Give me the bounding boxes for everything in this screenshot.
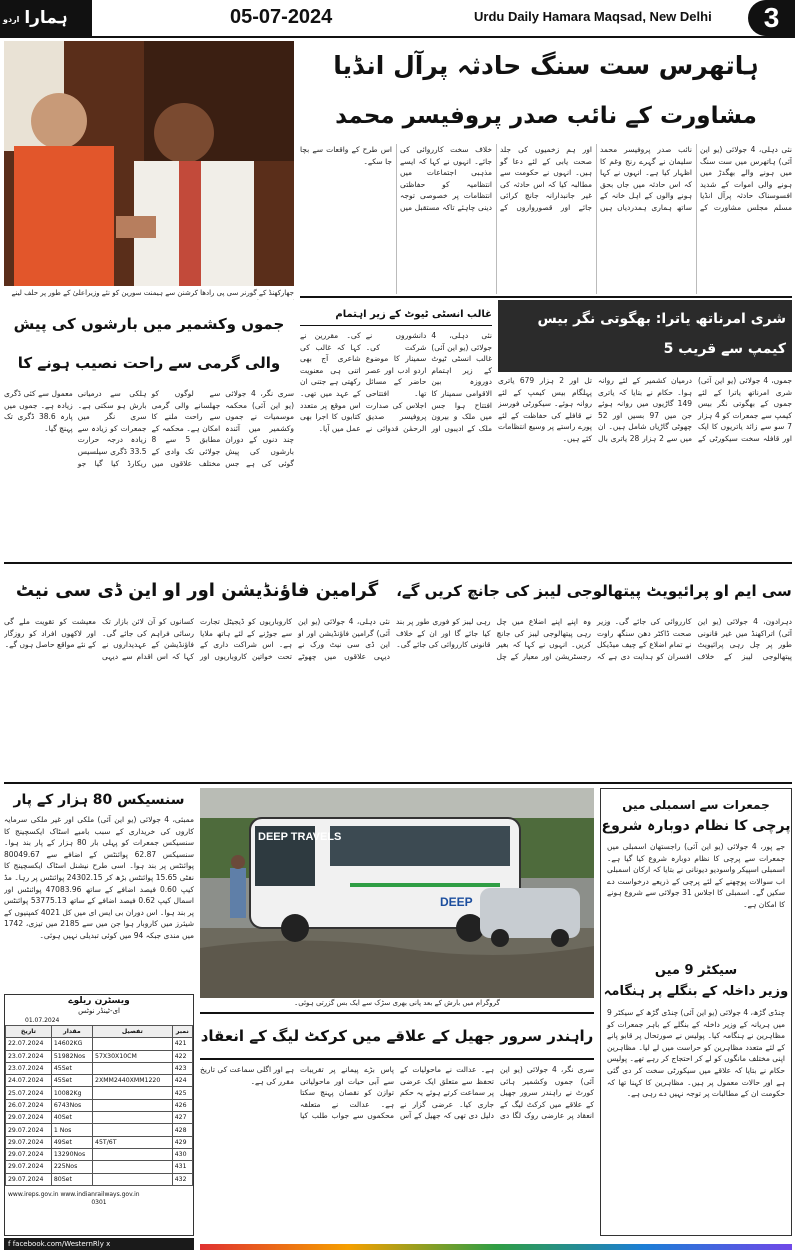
photo-bus-waterlogging	[200, 788, 594, 998]
table-row	[6, 1136, 193, 1148]
photo-governor-caption: جھارکھنڈ کے گورنر سی پی رادھا کرشنن سے ہیمنت سورین کو نئے وزیراعلیٰ کے طور پر حلف لینے	[11, 289, 294, 297]
footer-color-strip	[200, 1244, 792, 1250]
social-footer	[4, 1238, 194, 1250]
table-cell: 29.07.2024	[6, 1161, 52, 1173]
separator-line	[4, 782, 792, 784]
table-cell: 45Set	[51, 1075, 92, 1087]
story1-body: نئی دہلی، 4 جولائی (یو این آئی) ہاتھرس میں ست سنگ میں ہونے والے بھگدڑ میں ہونے والی اموات کے شدید افسوسناک حادثہ پرآل انڈیا مسلم مجلس مشاورت کے نائب صدر پروفیسر محمد سلیمان نے گہرے رنج وغم کا اظہار کیا ہے۔ انہوں نے کہا کہ اس حادثہ میں جاں بحق ہونے والوں کے اہل خانہ کے ساتھ ہماری ہمدردیاں ہیں اور ہم زخمیوں کی جلد صحت یابی کے لئے دعا گو ہیں۔ انہوں نے حکومت سے مطالبہ کیا کہ اس حادثہ کی غیر جانبدارانہ جانچ کرائی جائے اور قصورواروں کے خلاف سخت کارروائی کی جائے۔ انہوں نے کہا کہ ایسے مذہبی اجتماعات میں انتظامیہ کو حفاظتی انتظامات پر خصوصی توجہ دینی چاہئے تاکہ مستقبل میں اس طرح کے واقعات سے بچا جا سکے۔	[300, 145, 792, 212]
table-cell: 432	[172, 1173, 192, 1185]
newspaper-logo	[0, 0, 92, 36]
railway-tender-ad	[4, 994, 194, 1236]
story4-headline-line2: والی گرمی سے راحت نصیب ہونے کا	[17, 354, 281, 372]
table-cell: 29.07.2024	[6, 1136, 52, 1148]
table-cell: 2XMM2440XMM1220	[93, 1075, 173, 1087]
table-cell: 22.07.2024	[6, 1038, 52, 1050]
table-cell: 426	[172, 1099, 192, 1111]
table-row	[6, 1124, 193, 1136]
table-row	[6, 1050, 193, 1062]
logo-text: ہمارا	[24, 8, 68, 28]
story5-headline: سی ایم او پرائیویٹ پیتھالوجی لیبز کی جانچ کریں گے،	[396, 582, 792, 600]
facebook-link[interactable]: facebook.com/WesternRly	[12, 1240, 104, 1248]
table-cell: 431	[172, 1161, 192, 1173]
railway-tender-table	[5, 1025, 193, 1186]
table-cell: 51982Nos	[51, 1050, 92, 1062]
story6-headline: گرامین فاؤنڈیشن اور او این ڈی سی نیٹ	[15, 580, 379, 601]
table-row	[6, 1148, 193, 1160]
story7-body: ممبئی، 4 جولائی (یو این آئی) ملکی اور غیر ملکی سرمایہ کاروں کی خریداری کے سبب بامبے اسٹاک ایکسچینج کا سنسیکس جمعرات کو پہلی بار 80 ہزار کے پار بند ہوا۔ سنسیکس 62.87 پوائنٹس کے اضافے سے 80049.67 پوائنٹس پر بند ہوا۔ اسی طرح نیشنل اسٹاک ایکسچینج کا نفٹی 15.65 پوائنٹس بڑھ کر 24302.15 پوائنٹس پر رہا۔ مڈ کیپ 0.60 فیصد اضافے کے ساتھ 47083.96 پوائنٹس اور اسمال کیپ 0.62 فیصد اضافے کے ساتھ 53775.13 پوائنٹس پر بند ہوا۔ اس دوران بی ایس ای میں کل 4021 کمپنیوں کے شیئرز میں کاروبار ہوا جن میں سے 2185 میں تیزی، 1742 میں مندی جبکہ 94 میں کوئی تبدیلی نہیں ہوئی۔	[4, 815, 194, 940]
bus-front-text: DEEP TRAVELS	[258, 831, 342, 843]
table-row	[6, 1075, 193, 1087]
table-cell: 29.07.2024	[6, 1148, 52, 1160]
table-cell: 45T/6T	[93, 1136, 173, 1148]
table-cell	[93, 1161, 173, 1173]
table-cell: 424	[172, 1075, 192, 1087]
railway-footnote[interactable]: www.ireps.gov.in www.indianrailways.gov.in	[8, 1190, 140, 1198]
story8-headline: راہندر سرور جھیل کے علاقے میں کرکٹ لیگ کے انعقاد	[200, 1027, 594, 1045]
story9-body: جے پور، 4 جولائی (یو این آئی) راجستھان اسمبلی میں جمعرات سے پرچی کا نظام دوبارہ شروع کیا گیا ہے۔ اسمبلی اسپیکر واسودیو دیونانی نے بتایا کہ ارکان اسمبلی اب سوالات پوچھنے کے لئے پرچی کے ذریعے درخواست دے سکیں گے۔ اسمبلی کا اجلاس 31 جولائی سے شروع ہونے کا امکان ہے۔	[607, 842, 785, 909]
table-cell: 429	[172, 1136, 192, 1148]
story2-body: جموں، 4 جولائی (یو این آئی) شری امرناتھ یاترا کے لئے جموں کے بھگوتی نگر بیس کیمپ سے جمعرات کو 4 ہزار 7 سو سے زائد یاتریوں کا ایک اور قافلہ سخت سیکورٹی کے درمیان کشمیر کے لئے روانہ ہوا۔ حکام نے بتایا کہ یاتری 149 گاڑیوں میں روانہ ہوئے جن میں 97 بسیں اور 52 چھوٹی گاڑیاں شامل ہیں۔ ان میں سے 2 ہزار 28 یاتری بال تل اور 2 ہزار 679 یاتری پہلگام بیس کیمپ کے لئے روانہ ہوئے۔ سیکورٹی فورسز نے قافلے کی حفاظت کے لئے پورے راستے پر وسیع انتظامات کئے ہیں۔	[498, 376, 792, 443]
table-cell: 13290Nos	[51, 1148, 92, 1160]
table-cell: 427	[172, 1112, 192, 1124]
story5-body: دہرادون، 4 جولائی (یو این آئی) اتراکھنڈ میں غیر قانونی طور پر چل رہی پرائیویٹ پیتھالوجی لیبز کے خلاف کارروائی کی جائے گی۔ وزیر صحت ڈاکٹر دھن سنگھ راوت نے تمام اضلاع کے چیف میڈیکل افسران کو ہدایت دی ہے کہ وہ اپنے اپنے اضلاع میں چل رہی پیتھالوجی لیبز کی جانچ کریں۔ انہوں نے کہا کہ بغیر رجسٹریشن اور معیار کے چل رہی لیبز کو فوری طور پر بند کیا جائے گا اور ان کے خلاف قانونی کارروائی کی جائے گی۔	[396, 617, 792, 661]
story7-headline: سنسیکس 80 ہزار کے پار	[13, 792, 185, 808]
story9-headline-line2: پرچی کا نظام دوبارہ شروع	[601, 818, 791, 834]
railway-date: 01.07.2024	[25, 1017, 60, 1024]
table-cell	[93, 1124, 173, 1136]
table-cell	[93, 1062, 173, 1074]
table-row	[6, 1038, 193, 1050]
table-cell: 80Set	[51, 1173, 92, 1185]
table-row	[6, 1161, 193, 1173]
story9-headline-line1: جمعرات سے اسمبلی میں	[622, 798, 770, 812]
table-cell: 23.07.2024	[6, 1062, 52, 1074]
table-cell: 24.07.2024	[6, 1075, 52, 1087]
table-cell	[93, 1173, 173, 1185]
photo-governor-meeting	[4, 41, 294, 286]
table-cell: 428	[172, 1124, 192, 1136]
table-cell	[93, 1087, 173, 1099]
separator-line	[4, 562, 792, 564]
table-cell: 423	[172, 1062, 192, 1074]
story10-headline-line2: وزیر داخلہ کے بنگلے پر ہنگامہ	[603, 984, 789, 999]
right-boxed-column	[600, 788, 792, 1236]
table-cell: 49Set	[51, 1136, 92, 1148]
table-cell	[93, 1112, 173, 1124]
table-cell	[93, 1148, 173, 1160]
table-cell	[93, 1038, 173, 1050]
table-cell: 29.07.2024	[6, 1173, 52, 1185]
story3-body: نئی دہلی، 4 جولائی (یو این آئی) غالب انسٹی ٹیوٹ کے زیر اہتمام دوروزہ بین الاقوامی سمینار کا افتتاح ہوا جس میں ملک و بیرون ملک کے ادیبوں اور دانشوروں نے شرکت کی۔ سمینار کا موضوع اردو ادب اور عصر حاضر کے مسائل تھا۔ افتتاحی اجلاس کی صدارت پروفیسر صدیق الرحمٰن قدوائی نے کی۔ مقررین نے کہا کہ غالب کی شاعری آج بھی اتنی ہی معنویت رکھتی ہے جتنی ان کے عہد میں تھی۔ اس موقع پر متعدد کتابوں کا اجرا بھی عمل میں آیا۔	[300, 331, 492, 433]
bus-side-text: DEEP	[440, 895, 473, 909]
table-cell: 422	[172, 1050, 192, 1062]
table-header-row	[6, 1026, 193, 1038]
logo-small-text: اردو	[3, 15, 20, 24]
story2-headline-line2	[504, 364, 786, 372]
story10-body: چنڈی گڑھ، 4 جولائی (یو این آئی) چنڈی گڑھ کے سیکٹر 9 میں ہریانہ کے وزیر داخلہ کے بنگلے کے باہر جمعرات کو مظاہرین نے ہنگامہ کیا۔ پولیس نے صورتحال پر قابو پانے کے لئے متعدد مظاہرین کو حراست میں لے لیا۔ مظاہرین اپنی مختلف مانگوں کو لے کر احتجاج کر رہے تھے۔ پولیس حکام نے بتایا کہ علاقے میں سیکورٹی سخت کر دی گئی ہے اور حالات معمول پر ہیں۔ مظاہرین کا کہنا تھا کہ حکومت ان کے مطالبات پر توجہ نہیں دے رہی ہے۔	[607, 1008, 785, 1099]
table-cell: 430	[172, 1148, 192, 1160]
column-header: نمبر	[172, 1026, 192, 1038]
table-cell: 225Nos	[51, 1161, 92, 1173]
table-cell: 10082Kg	[51, 1087, 92, 1099]
separator-line	[300, 296, 792, 298]
table-cell: 6743Nos	[51, 1099, 92, 1111]
table-row	[6, 1062, 193, 1074]
table-cell: 57X30X10CM	[93, 1050, 173, 1062]
table-cell: 14602KG	[51, 1038, 92, 1050]
photo-illustration	[4, 41, 294, 286]
table-cell: 29.07.2024	[6, 1124, 52, 1136]
masthead	[0, 0, 795, 38]
photo-illustration	[200, 788, 594, 998]
table-cell: 425	[172, 1087, 192, 1099]
table-row	[6, 1173, 193, 1185]
railway-title: ویسٹرن ریلوے	[68, 996, 130, 1006]
table-cell: 421	[172, 1038, 192, 1050]
table-row	[6, 1112, 193, 1124]
table-row	[6, 1087, 193, 1099]
story4-body: سری نگر، 4 جولائی (یو این آئی) محکمہ موسمیات نے جموں وکشمیر میں آئندہ چند دنوں کے دوران بارشوں کی پیش گوئی کی ہے جس سے لوگوں کو جھلسانے والی گرمی سے راحت ملنے کا امکان ہے۔ محکمہ کے مطابق 5 سے 8 جولائی تک وادی کے مختلف علاقوں میں ہلکی سے درمیانی بارش ہو سکتی ہے۔ سری نگر میں جمعرات کو زیادہ سے زیادہ درجہ حرارت 33.5 ڈگری سیلسیس ریکارڈ کیا گیا جو معمول سے کئی ڈگری زیادہ ہے۔ جموں میں پارہ 38.6 ڈگری تک پہنچ گیا۔	[4, 389, 294, 468]
railway-subtitle: ای-ٹینڈر نوٹس	[78, 1007, 120, 1015]
railway-ref: 0301	[91, 1198, 107, 1206]
story6-body: نئی دہلی، 4 جولائی (یو این آئی) گرامین فاؤنڈیشن اور او این ڈی سی نیٹ ورک نے دیہی علاقوں میں چھوٹے کاروباریوں کو ڈیجیٹل تجارت سے جوڑنے کے لئے ہاتھ ملایا ہے۔ اس شراکت داری کے تحت خواتین کاروباریوں اور کسانوں کو آن لائن بازار تک رسائی فراہم کی جائے گی۔ فاؤنڈیشن کے عہدیداروں نے کہا کہ اس اقدام سے دیہی معیشت کو تقویت ملے گی اور لاکھوں افراد کو روزگار کے نئے مواقع حاصل ہوں گے۔	[4, 617, 390, 661]
publication-name: Urdu Daily Hamara Maqsad, New Delhi	[474, 9, 712, 24]
table-cell: 29.07.2024	[6, 1112, 52, 1124]
story2-headline-banner	[498, 300, 792, 372]
table-cell: 45Set	[51, 1062, 92, 1074]
table-cell: 40Set	[51, 1112, 92, 1124]
twitter-icon: x	[106, 1240, 111, 1248]
story4-headline-line1: جموں وکشمیر میں بارشوں کی پیش	[13, 315, 285, 333]
table-cell	[93, 1099, 173, 1111]
story1-headline-line1: ہاتھرس ست سنگ حادثہ پرآل انڈیا	[333, 51, 759, 80]
table-row	[6, 1099, 193, 1111]
story2-headline-line1: شری امرناتھ یاترا: بھگوتی نگر بیس کیمپ سے قریب 5	[537, 311, 786, 357]
photo-bus-caption: گروگرام میں بارش کے بعد پانی بھری سڑک سے ایک بس گزرتی ہوئی۔	[294, 999, 500, 1007]
story1-headline-line2: مشاورت کے نائب صدر پروفیسر محمد	[335, 103, 757, 129]
table-cell: 23.07.2024	[6, 1050, 52, 1062]
story3-kicker: غالب انسٹی ٹیوٹ کے زیر اہتمام	[300, 304, 492, 326]
page-number: 3	[748, 0, 795, 36]
column-header: تفصیل	[93, 1026, 173, 1038]
story8-headline-box	[200, 1012, 594, 1060]
railway-table-body	[6, 1038, 193, 1186]
facebook-icon: f	[8, 1240, 11, 1248]
table-cell: 25.07.2024	[6, 1087, 52, 1099]
column-header: تاریخ	[6, 1026, 52, 1038]
story10-headline-line1: سیکٹر 9 میں	[654, 963, 738, 978]
table-cell: 1 Nos	[51, 1124, 92, 1136]
table-cell: 26.07.2024	[6, 1099, 52, 1111]
story8-body: سری نگر، 4 جولائی (یو این آئی) جموں وکشمیر ہائی کورٹ نے راہندر سرور جھیل کے علاقے میں کرکٹ لیگ کے انعقاد پر عارضی روک لگا دی ہے۔ عدالت نے ماحولیات کے تحفظ سے متعلق ایک عرضی پر سماعت کرتے ہوئے یہ حکم جاری کیا۔ عرضی گزار نے دلیل دی تھی کہ جھیل کے آس پاس بڑے پیمانے پر تقریبات سے آبی حیات اور ماحولیاتی توازن کو نقصان پہنچ سکتا ہے۔ عدالت نے متعلقہ محکموں سے جواب طلب کیا ہے اور اگلی سماعت کی تاریخ مقرر کی ہے۔	[200, 1065, 594, 1121]
column-header: مقدار	[51, 1026, 92, 1038]
publication-date: 05-07-2024	[230, 6, 333, 28]
